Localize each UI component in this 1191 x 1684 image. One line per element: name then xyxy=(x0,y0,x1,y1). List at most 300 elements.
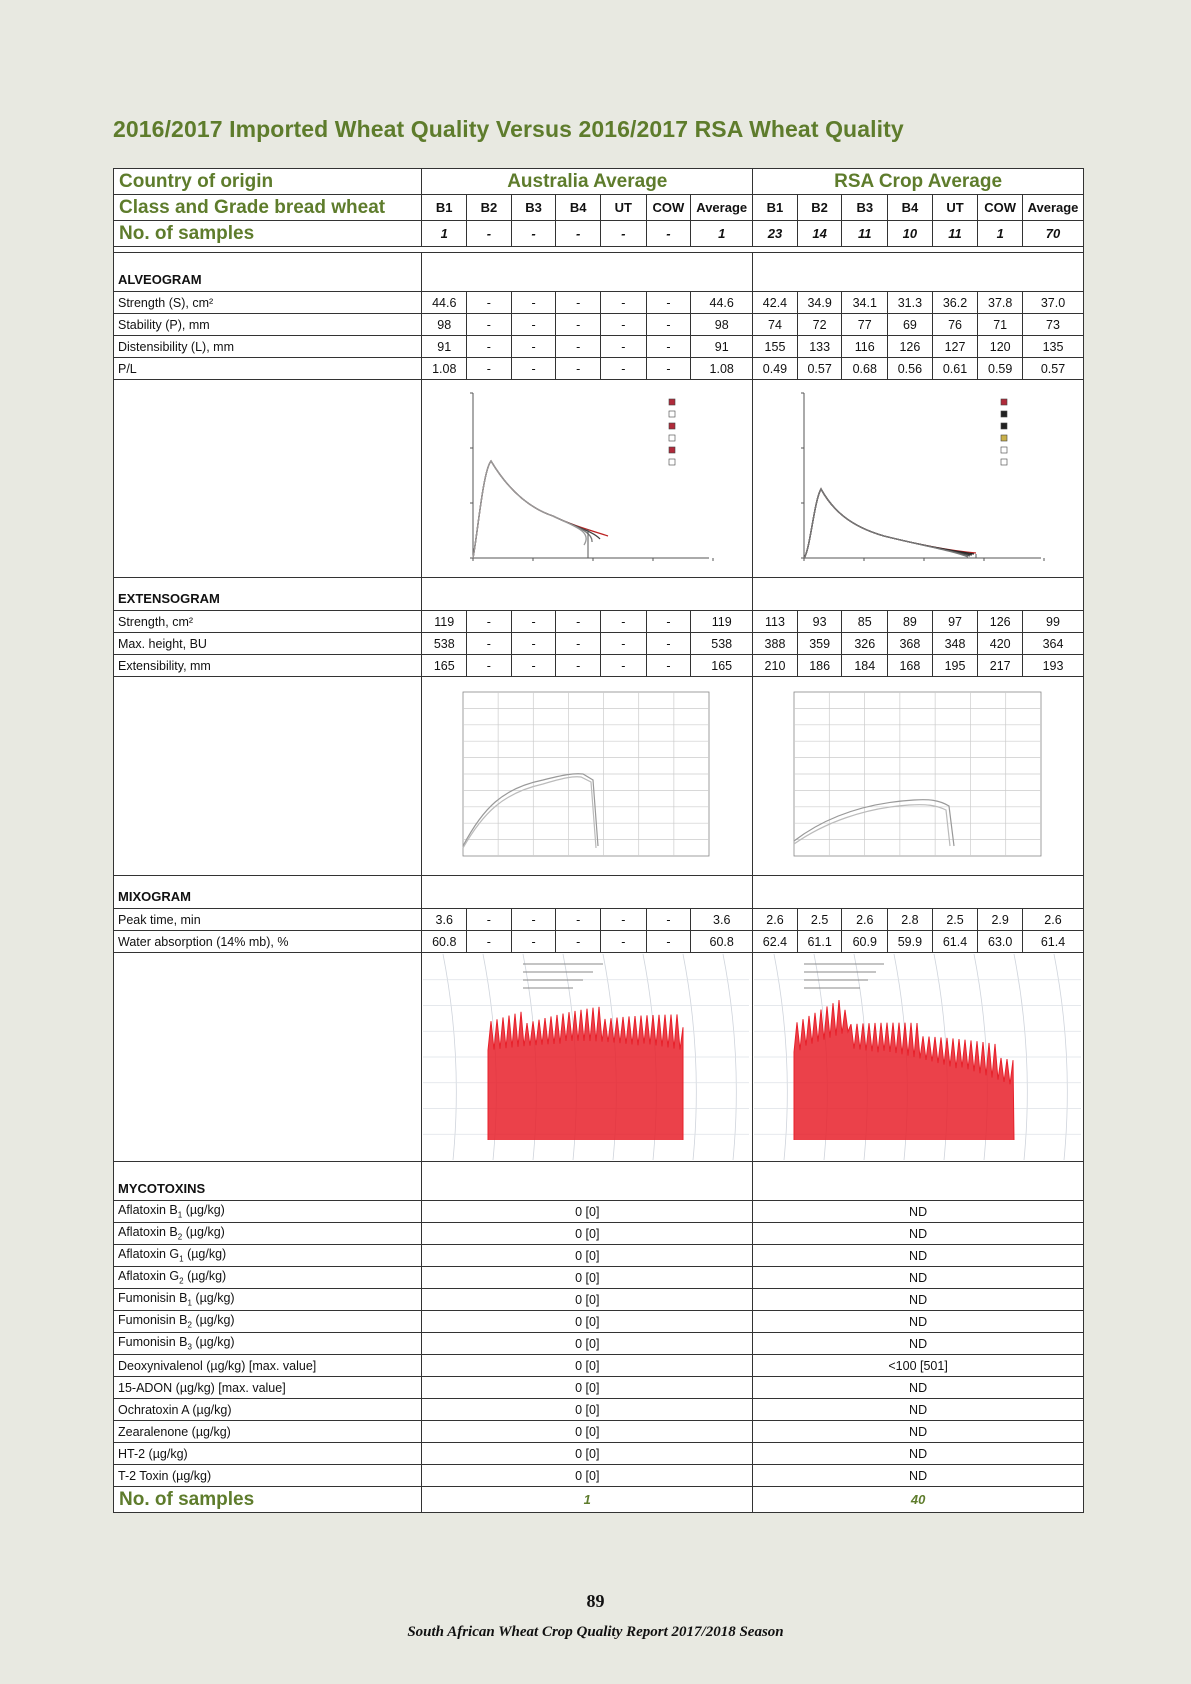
toxin-unit: (µg/kg) xyxy=(183,1247,227,1262)
value-cell: 98 xyxy=(422,314,467,336)
section-blank xyxy=(753,1162,1084,1201)
value-cell: - xyxy=(646,336,691,358)
rsa-value: ND xyxy=(753,1289,1084,1311)
value-cell: - xyxy=(467,611,512,633)
value-cell: 0.61 xyxy=(932,358,978,380)
toxin-name: HT-2 (µg/kg) xyxy=(118,1446,188,1461)
value-cell: - xyxy=(511,292,556,314)
value-cell: 116 xyxy=(842,336,888,358)
australia-value: 0 [0] xyxy=(422,1443,753,1465)
rsa-value: ND xyxy=(753,1399,1084,1421)
value-cell: - xyxy=(556,655,601,677)
value-cell: 2.6 xyxy=(842,909,888,931)
page-number: 89 xyxy=(586,1591,605,1611)
value-cell: - xyxy=(511,633,556,655)
australia-value: 0 [0] xyxy=(422,1377,753,1399)
value-cell: 36.2 xyxy=(932,292,978,314)
row-label: P/L xyxy=(114,358,422,380)
value-cell: 44.6 xyxy=(691,292,753,314)
data-row xyxy=(114,611,1084,633)
grade-header: Average xyxy=(1023,195,1084,221)
value-cell: 71 xyxy=(978,314,1023,336)
samples-label: No. of samples xyxy=(114,1487,422,1513)
value-cell: - xyxy=(511,931,556,953)
value-cell: - xyxy=(646,611,691,633)
value-cell: 1.08 xyxy=(422,358,467,380)
mycotoxin-row xyxy=(114,1245,1084,1267)
value-cell: 60.8 xyxy=(422,931,467,953)
value-cell: 126 xyxy=(978,611,1023,633)
data-row xyxy=(114,292,1084,314)
grade-header: B2 xyxy=(467,195,512,221)
value-cell: 538 xyxy=(422,633,467,655)
grade-header: UT xyxy=(600,195,646,221)
mycotoxin-row xyxy=(114,1399,1084,1421)
section-blank xyxy=(753,578,1084,611)
section-header-mycotoxins xyxy=(114,1162,1084,1201)
value-cell: - xyxy=(646,931,691,953)
value-cell: 1.08 xyxy=(691,358,753,380)
toxin-name: Fumonisin B xyxy=(118,1313,188,1328)
section-blank xyxy=(753,253,1084,292)
header-row-class xyxy=(114,195,1084,221)
value-cell: 60.9 xyxy=(842,931,888,953)
value-cell: 359 xyxy=(797,633,842,655)
data-row xyxy=(114,931,1084,953)
section-blank xyxy=(422,253,753,292)
toxin-subscript: 2 xyxy=(179,1276,184,1286)
mycotoxin-row xyxy=(114,1267,1084,1289)
sample-count: 10 xyxy=(888,221,933,247)
value-cell: 3.6 xyxy=(691,909,753,931)
australia-value: 0 [0] xyxy=(422,1355,753,1377)
value-cell: 98 xyxy=(691,314,753,336)
mycotoxin-row xyxy=(114,1443,1084,1465)
value-cell: - xyxy=(600,314,646,336)
rsa-value: ND xyxy=(753,1311,1084,1333)
value-cell: 119 xyxy=(691,611,753,633)
value-cell: 420 xyxy=(978,633,1023,655)
toxin-name: Aflatoxin G xyxy=(118,1247,180,1262)
sample-count: - xyxy=(600,221,646,247)
row-label: Max. height, BU xyxy=(114,633,422,655)
mixogram-trace xyxy=(423,954,749,1160)
value-cell: 42.4 xyxy=(753,292,798,314)
grade-header: B1 xyxy=(753,195,798,221)
mycotoxin-samples-row xyxy=(114,1487,1084,1513)
sample-count: 14 xyxy=(797,221,842,247)
graph-cell-rsa xyxy=(753,677,1084,876)
grade-header: COW xyxy=(646,195,691,221)
value-cell: - xyxy=(600,611,646,633)
grade-header: B3 xyxy=(511,195,556,221)
value-cell: - xyxy=(511,655,556,677)
value-cell: - xyxy=(556,336,601,358)
toxin-subscript: 2 xyxy=(177,1232,183,1242)
value-cell: 133 xyxy=(797,336,842,358)
sample-count: 1 xyxy=(422,221,467,247)
value-cell: 326 xyxy=(842,633,888,655)
value-cell: - xyxy=(467,655,512,677)
value-cell: - xyxy=(600,292,646,314)
rsa-value: ND xyxy=(753,1333,1084,1355)
section-header-mixogram xyxy=(114,876,1084,909)
sample-count: - xyxy=(556,221,601,247)
value-cell: 69 xyxy=(888,314,933,336)
mycotoxin-name xyxy=(114,1333,422,1355)
value-cell: - xyxy=(556,314,601,336)
value-cell: 168 xyxy=(888,655,933,677)
grade-header: COW xyxy=(978,195,1023,221)
value-cell: 2.6 xyxy=(1023,909,1084,931)
toxin-name: Aflatoxin B xyxy=(118,1203,178,1218)
page-title: 2016/2017 Imported Wheat Quality Versus 2016/2017 RSA Wheat Quality xyxy=(113,116,904,142)
row-label: Strength (S), cm² xyxy=(114,292,422,314)
mycotoxin-name xyxy=(114,1465,422,1487)
value-cell: 91 xyxy=(422,336,467,358)
value-cell: 37.8 xyxy=(978,292,1023,314)
value-cell: 89 xyxy=(888,611,933,633)
grade-header: UT xyxy=(932,195,978,221)
toxin-unit: (µg/kg) xyxy=(182,1203,225,1218)
value-cell: 31.3 xyxy=(888,292,933,314)
rsa-value: ND xyxy=(753,1443,1084,1465)
extensogram-curve xyxy=(423,678,749,874)
value-cell: 63.0 xyxy=(978,931,1023,953)
data-row xyxy=(114,336,1084,358)
section-blank xyxy=(422,876,753,909)
value-cell: 62.4 xyxy=(753,931,798,953)
mycotoxin-row xyxy=(114,1355,1084,1377)
row-label: Extensibility, mm xyxy=(114,655,422,677)
data-row xyxy=(114,314,1084,336)
value-cell: 72 xyxy=(797,314,842,336)
value-cell: 135 xyxy=(1023,336,1084,358)
data-row xyxy=(114,633,1084,655)
country-label: Country of origin xyxy=(114,169,422,195)
value-cell: 44.6 xyxy=(422,292,467,314)
value-cell: - xyxy=(467,358,512,380)
toxin-unit: (µg/kg) xyxy=(183,1269,227,1284)
value-cell: - xyxy=(556,611,601,633)
extensogram-curve xyxy=(754,678,1081,874)
australia-value: 0 [0] xyxy=(422,1223,753,1245)
value-cell: 61.4 xyxy=(932,931,978,953)
toxin-name: Deoxynivalenol (µg/kg) [max. value] xyxy=(118,1358,317,1373)
mycotoxin-row xyxy=(114,1289,1084,1311)
group-a-header: Australia Average xyxy=(422,169,753,195)
value-cell: - xyxy=(600,931,646,953)
value-cell: 217 xyxy=(978,655,1023,677)
value-cell: - xyxy=(556,931,601,953)
mycotoxin-row xyxy=(114,1201,1084,1223)
value-cell: 37.0 xyxy=(1023,292,1084,314)
graph-cell-australia xyxy=(422,677,753,876)
value-cell: - xyxy=(600,358,646,380)
value-cell: 0.49 xyxy=(753,358,798,380)
sample-count: 11 xyxy=(932,221,978,247)
mycotoxin-name xyxy=(114,1399,422,1421)
sample-count: 11 xyxy=(842,221,888,247)
mycotoxin-name xyxy=(114,1443,422,1465)
value-cell: 34.9 xyxy=(797,292,842,314)
table-body xyxy=(114,169,1084,1513)
value-cell: - xyxy=(556,358,601,380)
toxin-name: 15-ADON (µg/kg) [max. value] xyxy=(118,1380,286,1395)
grade-header: Average xyxy=(691,195,753,221)
mycotoxin-row xyxy=(114,1333,1084,1355)
value-cell: - xyxy=(646,292,691,314)
value-cell: 186 xyxy=(797,655,842,677)
australia-value: 0 [0] xyxy=(422,1311,753,1333)
data-row xyxy=(114,358,1084,380)
grade-header: B4 xyxy=(888,195,933,221)
value-cell: 93 xyxy=(797,611,842,633)
value-cell: 73 xyxy=(1023,314,1084,336)
section-blank xyxy=(422,578,753,611)
toxin-name: Zearalenone (µg/kg) xyxy=(118,1424,231,1439)
mycotoxin-name xyxy=(114,1223,422,1245)
mycotoxin-name xyxy=(114,1311,422,1333)
value-cell: 91 xyxy=(691,336,753,358)
toxin-unit: (µg/kg) xyxy=(191,1291,235,1306)
value-cell: 99 xyxy=(1023,611,1084,633)
section-header-alveogram xyxy=(114,253,1084,292)
value-cell: 184 xyxy=(842,655,888,677)
toxin-unit: (µg/kg) xyxy=(182,1225,225,1240)
toxin-name: Ochratoxin A (µg/kg) xyxy=(118,1402,232,1417)
australia-value: 0 [0] xyxy=(422,1267,753,1289)
toxin-unit: (µg/kg) xyxy=(191,1335,235,1350)
mycotoxin-row xyxy=(114,1421,1084,1443)
toxin-subscript: 1 xyxy=(187,1298,192,1308)
value-cell: - xyxy=(511,314,556,336)
value-cell: 0.57 xyxy=(797,358,842,380)
value-cell: - xyxy=(467,292,512,314)
value-cell: - xyxy=(511,358,556,380)
value-cell: 364 xyxy=(1023,633,1084,655)
value-cell: 2.5 xyxy=(797,909,842,931)
value-cell: - xyxy=(646,909,691,931)
mycotoxin-name xyxy=(114,1421,422,1443)
value-cell: 119 xyxy=(422,611,467,633)
section-heading: MIXOGRAM xyxy=(114,876,422,909)
value-cell: 368 xyxy=(888,633,933,655)
value-cell: - xyxy=(646,655,691,677)
value-cell: - xyxy=(467,314,512,336)
class-label: Class and Grade bread wheat xyxy=(114,195,422,221)
rsa-value: ND xyxy=(753,1267,1084,1289)
value-cell: 165 xyxy=(691,655,753,677)
value-cell: 85 xyxy=(842,611,888,633)
value-cell: 348 xyxy=(932,633,978,655)
value-cell: 165 xyxy=(422,655,467,677)
value-cell: - xyxy=(556,909,601,931)
section-blank xyxy=(422,1162,753,1201)
sample-count: 23 xyxy=(753,221,798,247)
grade-header: B3 xyxy=(842,195,888,221)
value-cell: 77 xyxy=(842,314,888,336)
sample-count: 1 xyxy=(422,1487,753,1513)
image-label-blank xyxy=(114,677,422,876)
value-cell: 210 xyxy=(753,655,798,677)
row-label: Peak time, min xyxy=(114,909,422,931)
row-label: Strength, cm² xyxy=(114,611,422,633)
value-cell: - xyxy=(646,633,691,655)
rsa-value: ND xyxy=(753,1201,1084,1223)
mycotoxin-name xyxy=(114,1289,422,1311)
toxin-name: Aflatoxin B xyxy=(118,1225,178,1240)
value-cell: 538 xyxy=(691,633,753,655)
section-heading: ALVEOGRAM xyxy=(114,253,422,292)
value-cell: - xyxy=(646,358,691,380)
group-b-header: RSA Crop Average xyxy=(753,169,1084,195)
value-cell: 61.4 xyxy=(1023,931,1084,953)
sample-count: 40 xyxy=(753,1487,1084,1513)
report-footer: South African Wheat Crop Quality Report 2017/2018 Season xyxy=(407,1624,784,1640)
sample-count: 70 xyxy=(1023,221,1084,247)
value-cell: 61.1 xyxy=(797,931,842,953)
value-cell: 76 xyxy=(932,314,978,336)
grade-header: B1 xyxy=(422,195,467,221)
value-cell: 388 xyxy=(753,633,798,655)
value-cell: 59.9 xyxy=(888,931,933,953)
rsa-value: <100 [501] xyxy=(753,1355,1084,1377)
value-cell: 60.8 xyxy=(691,931,753,953)
value-cell: - xyxy=(467,633,512,655)
graph-cell-rsa xyxy=(753,953,1084,1162)
mycotoxin-name xyxy=(114,1245,422,1267)
row-label: Water absorption (14% mb), % xyxy=(114,931,422,953)
sample-count: 1 xyxy=(978,221,1023,247)
value-cell: 97 xyxy=(932,611,978,633)
image-label-blank xyxy=(114,380,422,578)
mycotoxin-name xyxy=(114,1201,422,1223)
toxin-subscript: 1 xyxy=(179,1254,184,1264)
mycotoxin-row xyxy=(114,1465,1084,1487)
value-cell: - xyxy=(556,292,601,314)
grade-header: B2 xyxy=(797,195,842,221)
alveogram-graph-row xyxy=(114,380,1084,578)
toxin-subscript: 2 xyxy=(187,1320,192,1330)
section-heading: MYCOTOXINS xyxy=(114,1162,422,1201)
australia-value: 0 [0] xyxy=(422,1333,753,1355)
sample-count: - xyxy=(646,221,691,247)
sample-count: - xyxy=(511,221,556,247)
rsa-value: ND xyxy=(753,1245,1084,1267)
value-cell: - xyxy=(600,909,646,931)
australia-value: 0 [0] xyxy=(422,1201,753,1223)
header-row-samples xyxy=(114,221,1084,247)
section-header-extensogram xyxy=(114,578,1084,611)
mycotoxin-name xyxy=(114,1267,422,1289)
value-cell: 127 xyxy=(932,336,978,358)
graph-cell-australia xyxy=(422,380,753,578)
row-label: Stability (P), mm xyxy=(114,314,422,336)
value-cell: 0.68 xyxy=(842,358,888,380)
rsa-value: ND xyxy=(753,1223,1084,1245)
value-cell: 193 xyxy=(1023,655,1084,677)
value-cell: - xyxy=(467,336,512,358)
value-cell: 113 xyxy=(753,611,798,633)
toxin-unit: (µg/kg) xyxy=(191,1313,235,1328)
mycotoxin-row xyxy=(114,1377,1084,1399)
value-cell: 74 xyxy=(753,314,798,336)
mixogram-graph-row xyxy=(114,953,1084,1162)
value-cell: - xyxy=(511,611,556,633)
value-cell: 0.56 xyxy=(888,358,933,380)
graph-cell-australia xyxy=(422,953,753,1162)
value-cell: 2.5 xyxy=(932,909,978,931)
mycotoxin-row xyxy=(114,1311,1084,1333)
mycotoxin-name xyxy=(114,1377,422,1399)
quality-comparison-table xyxy=(113,168,1084,1513)
section-heading: EXTENSOGRAM xyxy=(114,578,422,611)
extensogram-graph-row xyxy=(114,677,1084,876)
value-cell: 126 xyxy=(888,336,933,358)
section-blank xyxy=(753,876,1084,909)
sample-count: - xyxy=(467,221,512,247)
value-cell: 3.6 xyxy=(422,909,467,931)
toxin-name: Fumonisin B xyxy=(118,1335,188,1350)
value-cell: - xyxy=(556,633,601,655)
grade-header: B4 xyxy=(556,195,601,221)
value-cell: - xyxy=(600,655,646,677)
value-cell: 0.59 xyxy=(978,358,1023,380)
toxin-subscript: 1 xyxy=(177,1210,183,1220)
value-cell: 120 xyxy=(978,336,1023,358)
alveogram-curve xyxy=(754,381,1081,576)
data-row xyxy=(114,655,1084,677)
row-label: Distensibility (L), mm xyxy=(114,336,422,358)
australia-value: 0 [0] xyxy=(422,1421,753,1443)
mixogram-trace xyxy=(754,954,1081,1160)
sample-count: 1 xyxy=(691,221,753,247)
australia-value: 0 [0] xyxy=(422,1289,753,1311)
value-cell: 34.1 xyxy=(842,292,888,314)
rsa-value: ND xyxy=(753,1465,1084,1487)
rsa-value: ND xyxy=(753,1377,1084,1399)
rsa-value: ND xyxy=(753,1421,1084,1443)
data-row xyxy=(114,909,1084,931)
value-cell: 2.8 xyxy=(888,909,933,931)
toxin-subscript: 3 xyxy=(187,1342,192,1352)
mycotoxin-row xyxy=(114,1223,1084,1245)
value-cell: - xyxy=(600,633,646,655)
image-label-blank xyxy=(114,953,422,1162)
mycotoxin-name xyxy=(114,1355,422,1377)
australia-value: 0 [0] xyxy=(422,1399,753,1421)
toxin-name: Aflatoxin G xyxy=(118,1269,180,1284)
value-cell: - xyxy=(646,314,691,336)
value-cell: 2.9 xyxy=(978,909,1023,931)
value-cell: - xyxy=(511,909,556,931)
value-cell: - xyxy=(511,336,556,358)
australia-value: 0 [0] xyxy=(422,1245,753,1267)
value-cell: - xyxy=(467,931,512,953)
value-cell: 0.57 xyxy=(1023,358,1084,380)
header-row-country xyxy=(114,169,1084,195)
toxin-name: Fumonisin B xyxy=(118,1291,188,1306)
value-cell: 2.6 xyxy=(753,909,798,931)
alveogram-curve xyxy=(423,381,749,576)
value-cell: - xyxy=(467,909,512,931)
australia-value: 0 [0] xyxy=(422,1465,753,1487)
value-cell: 155 xyxy=(753,336,798,358)
graph-cell-rsa xyxy=(753,380,1084,578)
value-cell: 195 xyxy=(932,655,978,677)
samples-label: No. of samples xyxy=(114,221,422,247)
